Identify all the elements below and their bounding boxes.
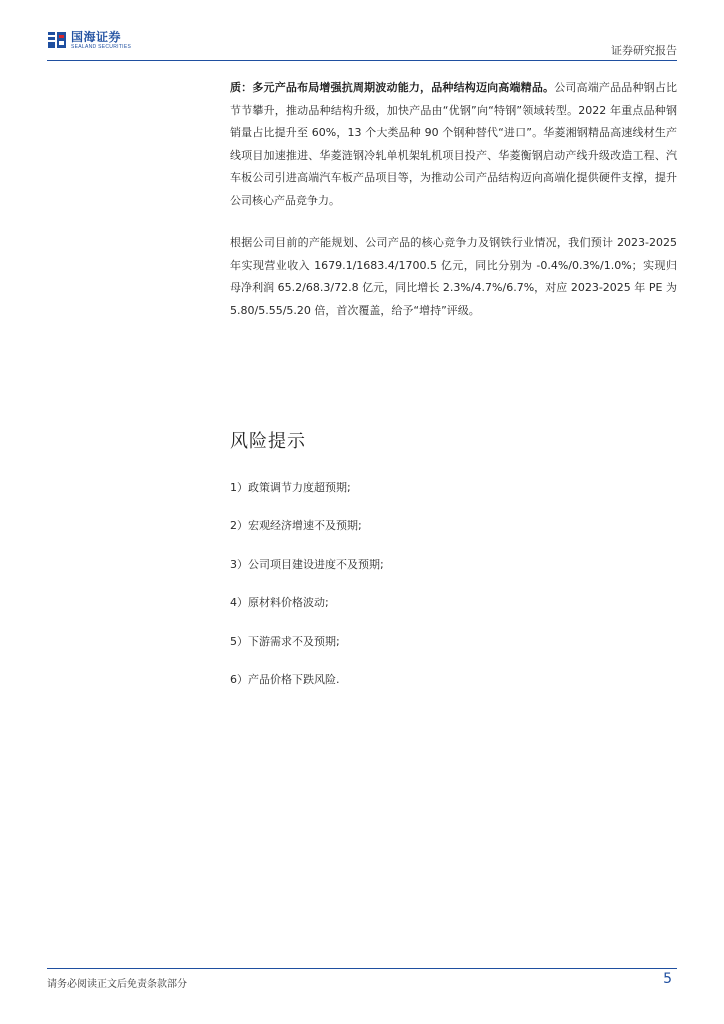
page-number: 5: [663, 971, 672, 987]
footer-disclaimer: 请务必阅读正文后免责条款部分: [47, 979, 187, 990]
paragraph-lead-bold: 质：多元产品布局增强抗周期波动能力，品种结构迈向高端精品。: [230, 81, 555, 94]
quality-paragraph: [230, 77, 677, 213]
risk-list: [230, 480, 384, 710]
company-logo: [47, 30, 131, 50]
report-type-label: 证券研究报告: [611, 44, 677, 57]
page-header: [47, 30, 677, 60]
risk-section-title: 风险提示: [230, 431, 306, 452]
risk-item: 4）原材料价格波动;: [230, 596, 329, 610]
logo-chinese-name: 国海证券: [71, 29, 122, 44]
risk-item: 3）公司项目建设进度不及预期;: [230, 557, 384, 571]
logo-english-name: SEALAND SECURITIES: [71, 43, 132, 50]
risk-item: 1）政策调节力度超预期;: [230, 481, 351, 494]
risk-item: 2）宏观经济增速不及预期;: [230, 519, 362, 533]
sealand-logo-icon: [47, 30, 67, 50]
header-divider: [47, 60, 677, 61]
paragraph-body: 公司高端产品品种钢占比节节攀升，推动品种结构升级，加快产品由“优钢”向“特钢”领域转型。2022 年重点品种钢销量占比提升至 60%，13 个大类品种 90 个钢种替代“进口”。华菱湘钢精品高速线材生产线项目加速推进、华菱涟钢冷轧单机架轧机项目投产、华菱衡钢启动产线升级改造工程、汽车板公司引进高端汽车板产品项目等，为推动公司产品结构迈向高端化提供硬件支撑，提升公司核心产品竞争力。: [230, 81, 677, 207]
risk-item: 5）下游需求不及预期;: [230, 634, 340, 648]
forecast-paragraph: 根据公司目前的产能规划、公司产品的核心竞争力及钢铁行业情况，我们预计 2023-2025 年实现营业收入 1679.1/1683.4/1700.5 亿元，同比分别为 -0.4%/0.3%/1.0%；实现归母净利润 65.2/68.3/72.8 亿元，同比增长 2.3%/4.7%/6.7%，对应 2023-2025 年 PE 为 5.80/5.55/5.20 倍，首次覆盖，给予“增持”评级。: [230, 236, 677, 317]
risk-item: 6）产品价格下跌风险.: [230, 672, 340, 686]
footer-divider: [47, 968, 677, 969]
